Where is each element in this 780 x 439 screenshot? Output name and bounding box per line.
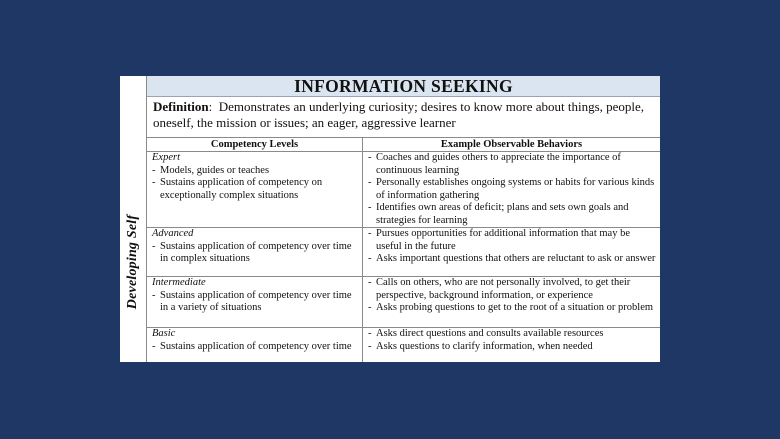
competency-cell-expert xyxy=(147,152,363,228)
list-item xyxy=(368,202,656,227)
behaviors-cell-intermediate xyxy=(363,277,660,328)
competency-cell-intermediate xyxy=(147,277,363,328)
list-item xyxy=(368,152,656,177)
dash-bullet-icon: - xyxy=(368,340,372,352)
list-item-text: Asks direct questions and consults available resources xyxy=(376,328,604,339)
list-item-text: Identifies own areas of deficit; plans and sets own goals and strategies for learning xyxy=(376,202,629,226)
card-main xyxy=(147,76,660,362)
competency-cell-advanced xyxy=(147,228,363,277)
competency-table xyxy=(147,138,660,362)
dash-bullet-icon: - xyxy=(368,277,372,288)
behaviors-cell-expert xyxy=(363,152,660,228)
list-item-text: Personally establishes ongoing systems or habits for various kinds of information gathering xyxy=(376,177,655,201)
level-name: Expert xyxy=(152,152,180,163)
behaviors-cell-basic xyxy=(363,328,660,362)
competency-cell-basic xyxy=(147,328,363,362)
list-item-text: Asks questions to clarify information, when needed xyxy=(376,340,593,352)
level-name: Advanced xyxy=(152,228,194,239)
list-item xyxy=(368,328,656,341)
definition-label: Definition xyxy=(153,99,209,114)
list-item-text: Pursues opportunities for additional information that may be useful in the future xyxy=(376,228,630,252)
list-item xyxy=(368,253,656,266)
definition-text: Demonstrates an underlying curiosity; desires to know more about things, people, oneself, the mission or issues; an eager, aggressive learner xyxy=(153,99,645,130)
list-item-text: Models, guides or teaches xyxy=(160,164,270,176)
level-name: Basic xyxy=(152,328,176,339)
dash-bullet-icon: - xyxy=(368,202,372,213)
category-column xyxy=(120,76,147,362)
dash-bullet-icon: - xyxy=(152,240,156,252)
behaviors-cell-advanced xyxy=(363,228,660,277)
header-competency-levels: Competency Levels xyxy=(147,138,363,152)
list-item-text: Coaches and guides others to appreciate the importance of continuous learning xyxy=(376,152,621,176)
dash-bullet-icon: - xyxy=(152,340,156,352)
dash-bullet-icon: - xyxy=(152,164,156,176)
list-item xyxy=(152,177,358,202)
list-item-text: Asks probing questions to get to the root of a situation or problem xyxy=(376,302,654,313)
list-item xyxy=(368,341,656,354)
list-item xyxy=(368,277,656,302)
list-item xyxy=(152,341,358,354)
dash-bullet-icon: - xyxy=(368,228,372,239)
dash-bullet-icon: - xyxy=(152,177,156,188)
list-item xyxy=(368,228,656,253)
competency-card xyxy=(120,76,660,362)
list-item-text: Calls on others, who are not personally involved, to get their perspective, background information, or experience xyxy=(376,277,631,301)
dash-bullet-icon: - xyxy=(368,152,372,163)
definition xyxy=(147,97,660,138)
dash-bullet-icon: - xyxy=(152,289,156,301)
list-item xyxy=(152,241,358,266)
dash-bullet-icon: - xyxy=(368,253,372,264)
header-observable-behaviors: Example Observable Behaviors xyxy=(363,138,660,152)
dash-bullet-icon: - xyxy=(368,302,372,313)
level-name: Intermediate xyxy=(152,277,206,288)
definition-separator: : xyxy=(208,99,219,114)
list-item-text: Asks important questions that others are reluctant to ask or answer xyxy=(376,253,656,264)
list-item-text: Sustains application of competency over time xyxy=(160,340,352,352)
list-item-text: Sustains application of competency over time in a variety of situations xyxy=(160,289,352,313)
dash-bullet-icon: - xyxy=(368,177,372,188)
list-item-text: Sustains application of competency on exceptionally complex situations xyxy=(160,177,323,201)
list-item xyxy=(368,302,656,315)
dash-bullet-icon: - xyxy=(368,328,372,339)
list-item xyxy=(152,165,358,178)
list-item xyxy=(152,290,358,315)
category-label: Developing Self xyxy=(125,214,140,310)
page-title: INFORMATION SEEKING xyxy=(147,76,660,97)
list-item xyxy=(368,177,656,202)
list-item-text: Sustains application of competency over time in complex situations xyxy=(160,240,352,264)
